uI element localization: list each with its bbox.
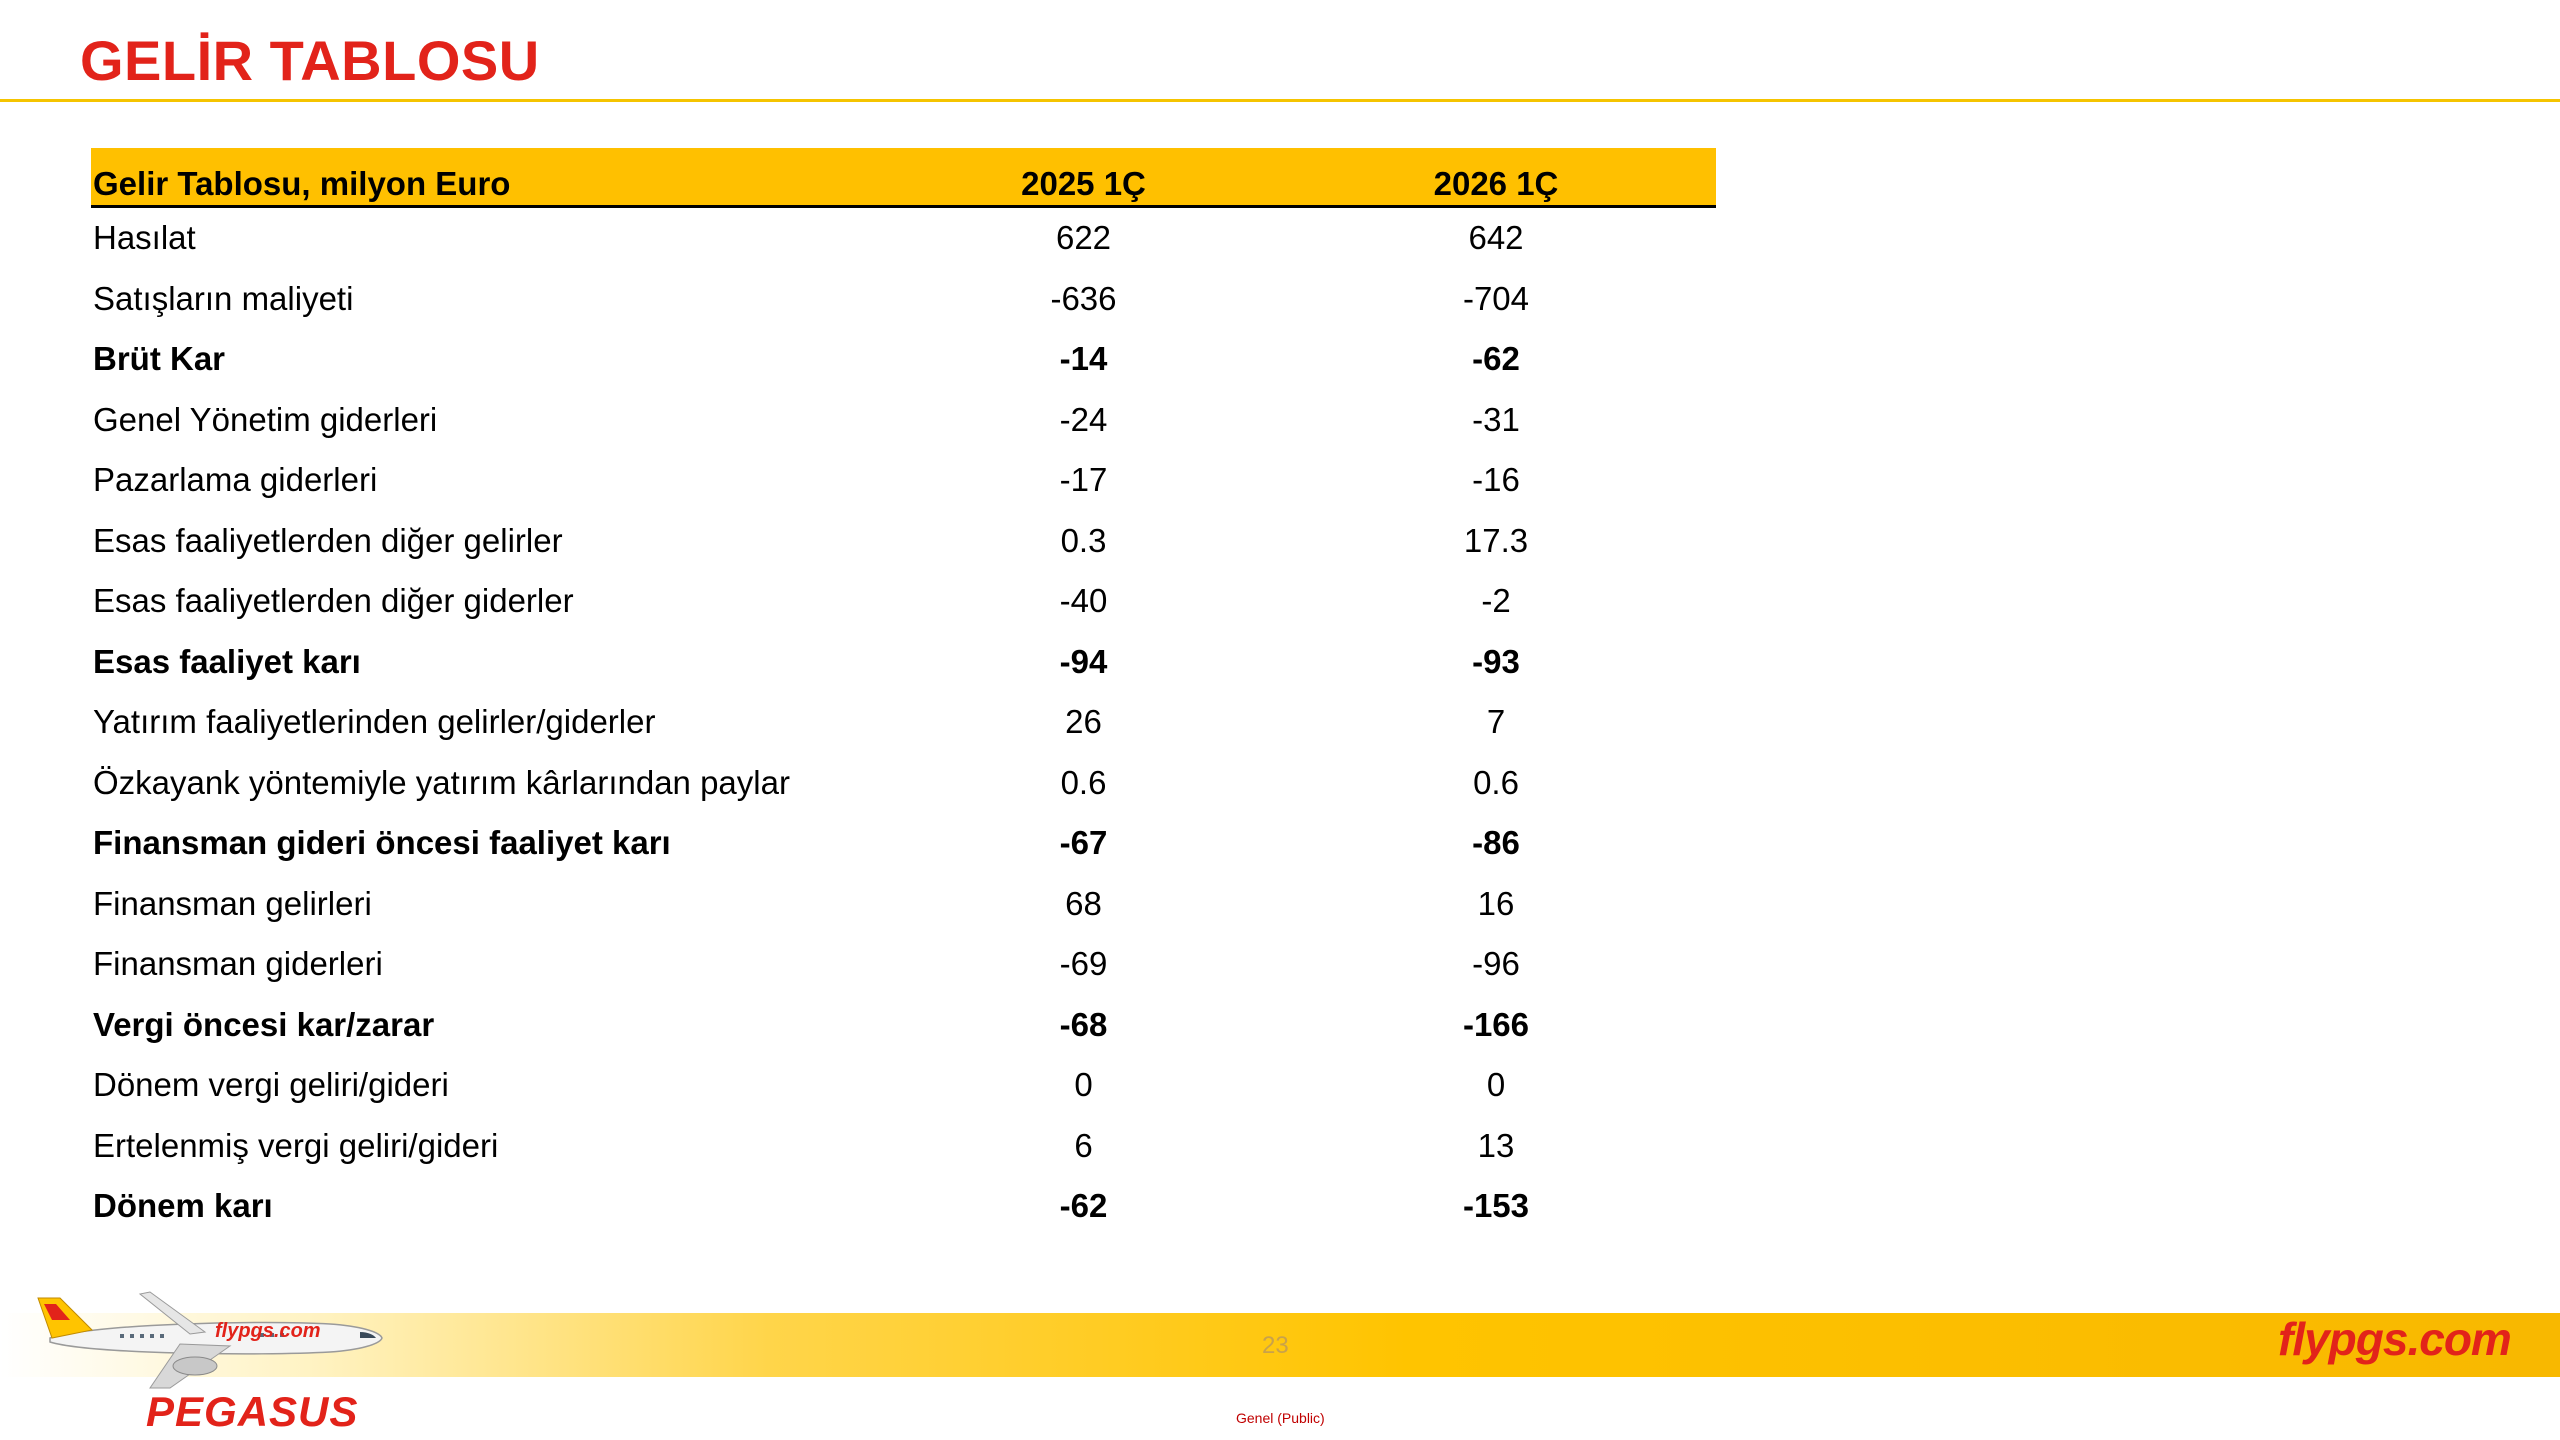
table-row: [91, 753, 1716, 814]
row-value-2026: -93: [1472, 642, 1520, 680]
table-row: [91, 632, 1716, 693]
table-row: [91, 329, 1716, 390]
row-value-2025: -24: [1059, 400, 1108, 438]
row-value-2026: -704: [1462, 279, 1530, 317]
row-value-2025: 0.3: [1060, 521, 1107, 559]
row-label: Özkayank yöntemiyle yatırım kârlarından paylar: [93, 763, 790, 801]
row-label: Hasılat: [93, 219, 196, 257]
row-value-2025: -14: [1059, 340, 1108, 378]
column-header-2026: 2026 1Ç: [1433, 165, 1559, 202]
row-value-2025: -67: [1059, 824, 1108, 862]
income-statement-table: [91, 148, 1716, 1237]
row-label: Esas faaliyetlerden diğer giderler: [93, 582, 574, 620]
row-label: Pazarlama giderleri: [93, 461, 378, 499]
row-value-2026: 0: [1486, 1066, 1506, 1104]
row-value-2026: 0.6: [1473, 763, 1519, 801]
row-label: Yatırım faaliyetlerinden gelirler/giderler: [93, 703, 656, 741]
row-value-2026: -31: [1472, 400, 1520, 438]
row-value-2025: 6: [1074, 1126, 1093, 1164]
table-row: [91, 995, 1716, 1056]
table-row: [91, 269, 1716, 330]
title-divider: [0, 99, 2560, 102]
table-row: [91, 208, 1716, 269]
table-row: [91, 1116, 1716, 1177]
row-value-2025: -40: [1059, 582, 1108, 620]
flypgs-logo: flypgs.com: [2278, 1313, 2511, 1365]
row-value-2026: -16: [1472, 461, 1520, 499]
table-row: [91, 934, 1716, 995]
table-row: [91, 390, 1716, 451]
plane-livery-text: flypgs.com: [215, 1320, 321, 1342]
table-body: [91, 208, 1716, 1237]
row-value-2025: -68: [1059, 1005, 1108, 1043]
row-label: Esas faaliyet karı: [93, 642, 361, 680]
row-value-2026: -153: [1462, 1187, 1530, 1225]
row-value-2026: 13: [1477, 1126, 1515, 1164]
row-value-2026: -96: [1472, 945, 1520, 983]
row-value-2025: 68: [1065, 884, 1102, 922]
row-value-2026: 642: [1468, 219, 1524, 257]
table-header-row: [91, 148, 1716, 208]
row-value-2025: -17: [1059, 461, 1108, 499]
row-label: Ertelenmiş vergi geliri/gideri: [93, 1126, 499, 1164]
row-value-2025: 0.6: [1060, 763, 1107, 801]
table-row: [91, 450, 1716, 511]
row-label: Brüt Kar: [93, 340, 226, 378]
row-value-2026: -86: [1472, 824, 1520, 862]
row-value-2025: 0: [1074, 1066, 1093, 1104]
row-value-2025: -636: [1050, 279, 1117, 317]
table-row: [91, 874, 1716, 935]
row-label: Satışların maliyeti: [93, 279, 354, 317]
column-header-2025: 2025 1Ç: [1021, 165, 1146, 202]
row-value-2025: -69: [1059, 945, 1108, 983]
row-label: Dönem karı: [93, 1187, 273, 1225]
row-value-2026: 16: [1477, 884, 1515, 922]
table-row: [91, 511, 1716, 572]
row-value-2025: 26: [1065, 703, 1102, 741]
row-label: Vergi öncesi kar/zarar: [93, 1005, 435, 1043]
row-value-2025: 622: [1055, 219, 1112, 257]
row-label: Dönem vergi geliri/gideri: [93, 1066, 449, 1104]
row-value-2026: -166: [1462, 1005, 1530, 1043]
table-row: [91, 1176, 1716, 1237]
row-label: Esas faaliyetlerden diğer gelirler: [93, 521, 563, 559]
airplane-icon: [30, 1280, 390, 1400]
row-label: Finansman gelirleri: [93, 884, 372, 922]
classification-label: Genel (Public): [1236, 1410, 1325, 1426]
page-number: 23: [1262, 1332, 1289, 1359]
row-value-2026: -2: [1481, 582, 1511, 620]
row-label: Finansman giderleri: [93, 945, 383, 983]
row-value-2025: -94: [1059, 642, 1108, 680]
row-value-2026: -62: [1472, 340, 1520, 378]
row-value-2025: -62: [1059, 1187, 1108, 1225]
row-label: Finansman gideri öncesi faaliyet karı: [93, 824, 671, 862]
table-row: [91, 692, 1716, 753]
pegasus-logo: PEGASUS: [146, 1388, 359, 1435]
table-row: [91, 571, 1716, 632]
row-label: Genel Yönetim giderleri: [93, 400, 438, 438]
row-value-2026: 17.3: [1463, 521, 1529, 559]
page-title: GELİR TABLOSU: [80, 29, 540, 92]
row-value-2026: 7: [1486, 703, 1506, 741]
table-row: [91, 813, 1716, 874]
column-header-label: Gelir Tablosu, milyon Euro: [93, 165, 511, 202]
table-row: [91, 1055, 1716, 1116]
